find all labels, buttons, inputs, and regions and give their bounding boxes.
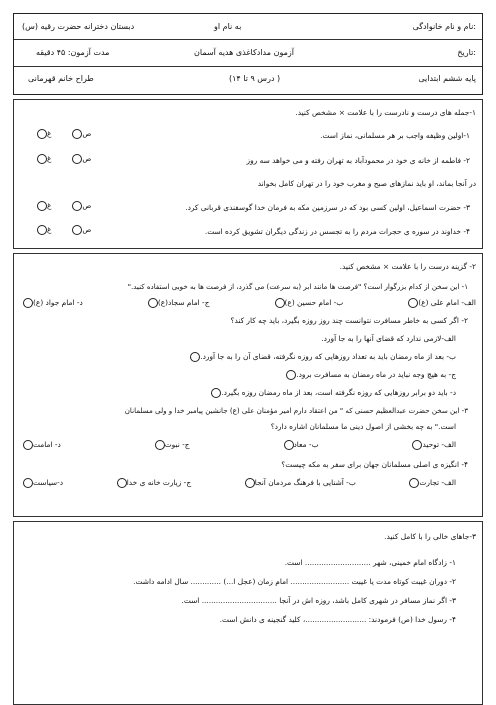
blank-question-2: ۲- دوران غیبت کوتاه مدت یا غیبت ......................... امام زمان (عجل ا...) ............. سال ادامه داشت. xyxy=(133,577,456,586)
radio-circle-icon[interactable] xyxy=(245,478,255,488)
blank-question-4: ۴- رسول خدا (ص) فرمودند: ..........................، کلید گنجینه ی دانش است. xyxy=(219,615,456,624)
mc-question-3: ۳- این سخن حضرت عبدالعظیم حسنی که " من اعتقاد دارم امیر مؤمنان علی (ع) جانشین پیامبر خدا و ولی مسلمانان xyxy=(124,406,468,415)
radio-circle-icon[interactable] xyxy=(23,440,33,450)
radio-circle-icon[interactable] xyxy=(117,478,127,488)
tf-options-2 xyxy=(34,154,91,164)
student-name-label: نام و نام خانوادگی: xyxy=(412,22,476,31)
mc-question-1: ۱- این سخن از کدام بزرگوار است؟ "فرصت ها مانند ابر (به سرعت) می گذرد، از فرصت ها به خوبی استفاده کنید." xyxy=(127,282,468,291)
radio-circle-icon[interactable] xyxy=(37,201,47,211)
lessons-range: (درس ۹ تا ۱۴ ) xyxy=(229,74,281,83)
school-name: دبستان دخترانه حضرت رقیه (س) xyxy=(22,22,135,31)
false-option[interactable]: غ xyxy=(34,129,51,139)
section3-title: ۳-جاهای خالی را با کامل کنید. xyxy=(384,532,476,541)
true-option[interactable]: ص xyxy=(69,201,91,211)
designer-name: طراح خانم قهرمانی xyxy=(28,74,94,83)
tf-question-1: ۱-اولین وظیفه واجب بر هر مسلمانی، نماز است. xyxy=(320,131,470,140)
section1-title: ۱-جمله های درست و نادرست را با علامت × مشخص کنید. xyxy=(295,108,476,117)
mc-options-4 xyxy=(20,478,476,488)
section-multiple-choice xyxy=(13,253,483,517)
radio-circle-icon[interactable] xyxy=(37,129,47,139)
radio-circle-icon[interactable] xyxy=(275,298,285,308)
tf-question-2-cont: در آنجا بماند، او باید نمازهای صبح و مغرب خود را در تهران کامل بخواند xyxy=(257,179,476,188)
bismillah-text: به نام او xyxy=(214,22,242,31)
radio-circle-icon[interactable] xyxy=(284,440,294,450)
section-true-false xyxy=(13,99,483,249)
mc-option[interactable]: ج- زیارت خانه ی خدا xyxy=(114,478,191,488)
radio-circle-icon[interactable] xyxy=(190,352,200,362)
grade-label: پایه ششم ابتدایی xyxy=(418,74,476,83)
tf-question-4: ۴- خداوند در سوره ی حجرات مردم را به تجسس در زندگی دیگران تشویق کرده است. xyxy=(204,227,470,236)
mc-option[interactable]: الف- تجارت xyxy=(406,478,456,488)
exam-page xyxy=(13,13,483,705)
radio-circle-icon[interactable] xyxy=(37,225,47,235)
mc-option[interactable]: ب- معاد xyxy=(281,440,319,450)
exam-duration: مدت آزمون: ۴۵ دقیقه xyxy=(36,48,110,57)
mc-options-3 xyxy=(20,440,476,450)
section-fill-blanks xyxy=(13,521,483,705)
radio-circle-icon[interactable] xyxy=(23,478,33,488)
mc-option[interactable]: ج- به هیچ وجه نباید در ماه رمضان به مسافرت برود. xyxy=(20,370,456,380)
mc-option[interactable]: ب- بعد از ماه رمضان باید به تعداد روزهایی که روزه نگرفته، قضای آن را به جا آورد. xyxy=(20,352,456,362)
section2-title: ۲- گزینه درست را با علامت × مشخص کنید. xyxy=(339,262,476,271)
mc-option[interactable]: ج- امام سجاد(ع) xyxy=(145,298,210,308)
mc-question-2: ۲- اگر کسی به خاطر مسافرت نتوانست چند روز روزه بگیرد، باید چه کار کند؟ xyxy=(230,316,468,325)
radio-circle-icon[interactable] xyxy=(211,388,221,398)
tf-options-4 xyxy=(34,225,91,235)
mc-option[interactable]: الف- توحید xyxy=(409,440,456,450)
mc-option[interactable]: د- باید دو برابر روزهایی که روزه نگرفته است، بعد از ماه رمضان روزه بگیرد. xyxy=(20,388,456,398)
false-option[interactable]: غ xyxy=(34,225,51,235)
radio-circle-icon[interactable] xyxy=(148,298,158,308)
exam-title: آزمون مدادکاغذی هدیه آسمان xyxy=(194,48,294,57)
blank-question-1: ۱- زادگاه امام خمینی، شهر ............................ است. xyxy=(284,558,456,567)
radio-circle-icon[interactable] xyxy=(409,478,419,488)
tf-options-1 xyxy=(34,129,91,139)
radio-circle-icon[interactable] xyxy=(286,370,296,380)
radio-circle-icon[interactable] xyxy=(72,129,82,139)
true-option[interactable]: ص xyxy=(69,225,91,235)
mc-option[interactable]: ب- آشنایی با فرهنگ مردمان آنجا xyxy=(242,478,356,488)
mc-question-3-cont: است." به چه بخشی از اصول دینی ما مسلمانان اشاره دارد؟ xyxy=(270,422,456,431)
true-option[interactable]: ص xyxy=(69,129,91,139)
radio-circle-icon[interactable] xyxy=(23,298,33,308)
radio-circle-icon[interactable] xyxy=(155,440,165,450)
date-label: تاریخ: xyxy=(457,48,476,57)
mc-option[interactable]: ج- نبوت xyxy=(152,440,190,450)
radio-circle-icon[interactable] xyxy=(412,440,422,450)
mc-option[interactable]: د- امام جواد (ع) xyxy=(20,298,83,308)
exam-header xyxy=(13,13,483,95)
mc-option[interactable]: د-سیاست xyxy=(20,478,63,488)
radio-circle-icon[interactable] xyxy=(72,225,82,235)
true-option[interactable]: ص xyxy=(69,154,91,164)
radio-circle-icon[interactable] xyxy=(37,154,47,164)
false-option[interactable]: غ xyxy=(34,201,51,211)
tf-options-3 xyxy=(34,201,91,211)
radio-circle-icon[interactable] xyxy=(72,154,82,164)
mc-options-1 xyxy=(20,298,476,308)
radio-circle-icon[interactable] xyxy=(72,201,82,211)
mc-option[interactable]: د- امامت xyxy=(20,440,61,450)
mc-option[interactable]: ب- امام حسین (ع) xyxy=(272,298,344,308)
tf-question-3: ۳- حضرت اسماعیل، اولین کسی بود که در سرزمین مکه به فرمان خدا گوسفندی قربانی کرد. xyxy=(185,203,470,212)
tf-question-2: ۲- فاطمه از خانه ی خود در محمودآباد به تهران رفته و می خواهد سه روز xyxy=(246,156,470,165)
false-option[interactable]: غ xyxy=(34,154,51,164)
mc-option[interactable]: الف- امام علی (ع) xyxy=(405,298,476,308)
radio-circle-icon[interactable] xyxy=(408,298,418,308)
blank-question-3: ۳- اگر نماز مسافر در شهری کامل باشد، روزه اش در آنجا ................................ است. xyxy=(181,596,456,605)
mc-question-4: ۴- انگیزه ی اصلی مسلمانان جهان برای سفر به مکه چیست؟ xyxy=(281,460,468,469)
mc-option[interactable]: الف-لازمی ندارد که قضای آنها را به جا آورد. xyxy=(321,334,456,343)
